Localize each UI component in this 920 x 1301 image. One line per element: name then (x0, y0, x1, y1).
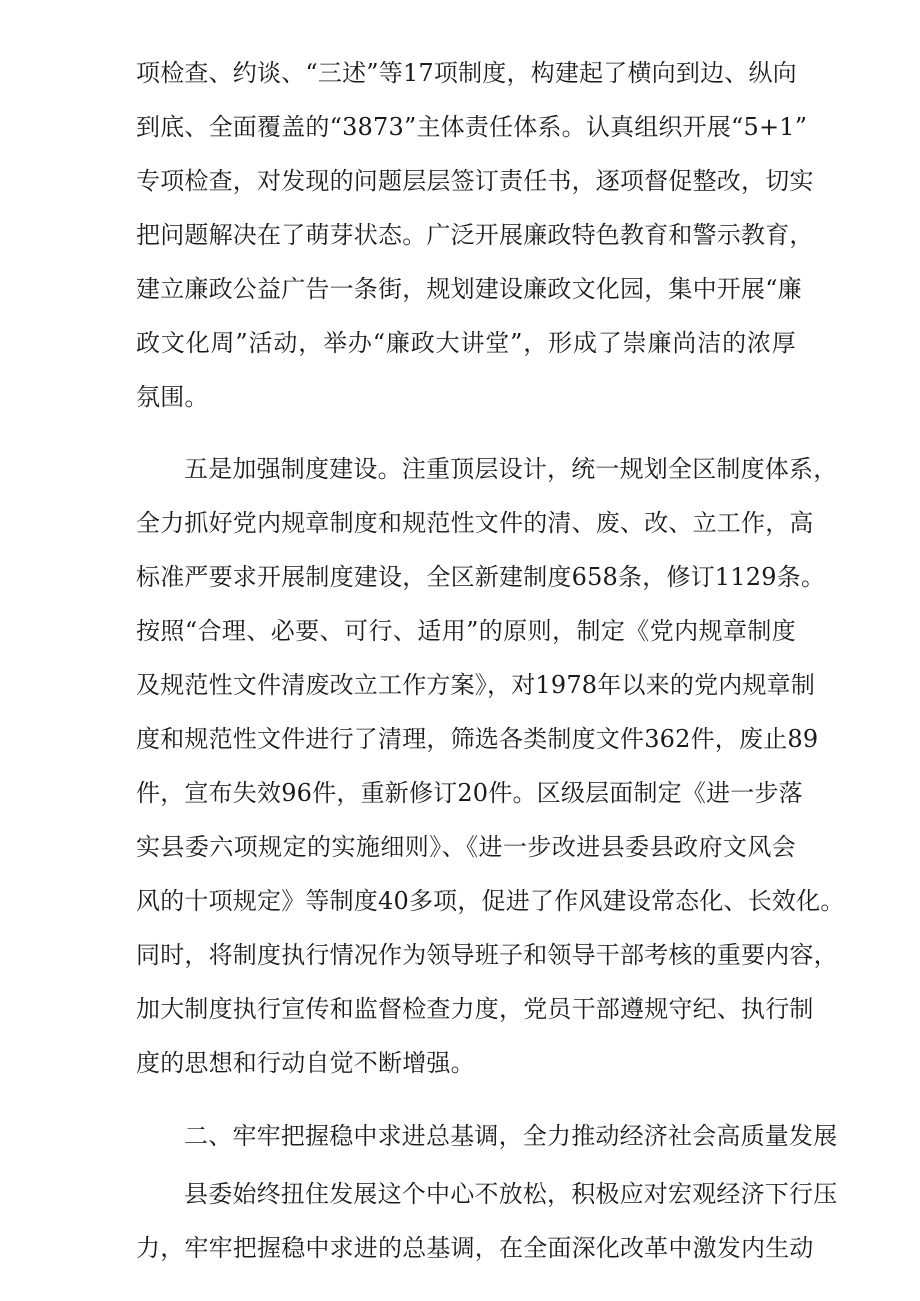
paragraph-2-line-11: 加大制度执行宣传和监督检查力度，党员干部遵规守纪、执行制 (136, 995, 814, 1023)
paragraph-2-line-8: 实县委六项规定的实施细则》、《进一步改进县委县政府文风会 (136, 833, 796, 861)
paragraph-2-line-6: 度和规范性文件进行了清理，筛选各类制度文件362件，废止89 (136, 725, 819, 753)
paragraph-1-line-5: 建立廉政公益广告一条街，规划建设廉政文化园，集中开展“廉 (136, 275, 802, 303)
paragraph-2-line-3: 标准严要求开展制度建设，全区新建制度658条，修订1129条。 (136, 563, 826, 591)
paragraph-2-line-7: 件，宣布失效96件，重新修订20件。区级层面制定《进一步落 (136, 779, 803, 807)
paragraph-2-line-12: 度的思想和行动自觉不断增强。 (136, 1049, 475, 1077)
paragraph-1-line-1: 项检查、约谈、“三述”等17项制度，构建起了横向到边、纵向 (136, 59, 797, 87)
paragraph-3-line-1: 县委始终扭住发展这个中心不放松，积极应对宏观经济下行压 (184, 1180, 838, 1208)
paragraph-1-line-6: 政文化周”活动，举办“廉政大讲堂”，形成了崇廉尚洁的浓厚 (136, 329, 796, 357)
paragraph-2-line-1: 五是加强制度建设。注重顶层设计，统一规划全区制度体系， (184, 455, 838, 483)
paragraph-2-line-9: 风的十项规定》等制度40多项，促进了作风建设常态化、长效化。 (136, 887, 845, 915)
paragraph-1-line-2: 到底、全面覆盖的“3873”主体责任体系。认真组织开展“5+1” (136, 113, 808, 141)
paragraph-1-line-7: 氛围。 (136, 383, 209, 411)
paragraph-2-line-5: 及规范性文件清废改立工作方案》，对1978年以来的党内规章制 (136, 671, 816, 699)
paragraph-1-line-3: 专项检查，对发现的问题层层签订责任书，逐项督促整改，切实 (136, 167, 814, 195)
paragraph-1-line-4: 把问题解决在了萌芽状态。广泛开展廉政特色教育和警示教育， (136, 221, 814, 249)
paragraph-2-line-4: 按照“合理、必要、可行、适用”的原则，制定《党内规章制度 (136, 617, 796, 645)
paragraph-2-line-2: 全力抓好党内规章制度和规范性文件的清、废、改、立工作，高 (136, 509, 814, 537)
paragraph-2-line-10: 同时，将制度执行情况作为领导班子和领导干部考核的重要内容， (136, 941, 838, 969)
paragraph-3-line-2: 力，牢牢把握稳中求进的总基调，在全面深化改革中激发内生动 (136, 1234, 814, 1262)
section-heading: 二、牢牢把握稳中求进总基调，全力推动经济社会高质量发展 (184, 1122, 838, 1150)
